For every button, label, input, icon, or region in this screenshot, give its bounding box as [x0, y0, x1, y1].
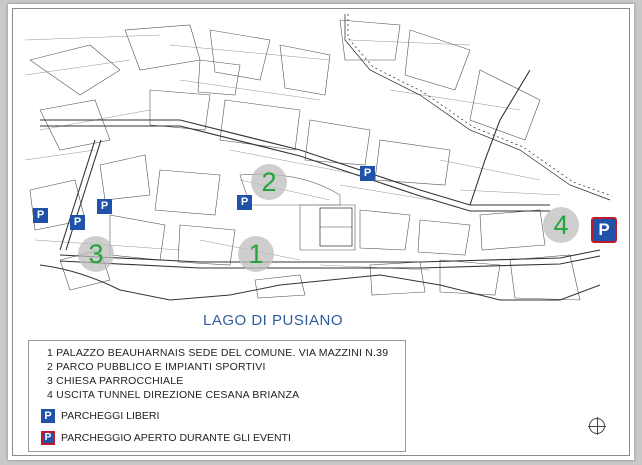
legend-free-parking-label: PARCHEGGI LIBERI [61, 410, 160, 422]
legend-item-4: 4 USCITA TUNNEL DIREZIONE CESANA BRIANZA [47, 389, 300, 401]
parking-sign[interactable]: P [97, 199, 112, 214]
parking-sign[interactable]: P [360, 166, 375, 181]
legend-free-parking [41, 409, 159, 423]
event-parking-sign[interactable]: P [591, 217, 617, 243]
legend-item-3: 3 CHIESA PARROCCHIALE [47, 375, 184, 387]
parking-sign[interactable]: P [237, 195, 252, 210]
location-marker-3[interactable]: 3 [78, 236, 114, 272]
legend-event-parking [41, 431, 291, 445]
legend-event-parking-label: PARCHEGGIO APERTO DURANTE GLI EVENTI [61, 432, 291, 444]
legend-item-1: 1 PALAZZO BEAUHARNAIS SEDE DEL COMUNE. VIA MAZZINI N.39 [47, 347, 389, 359]
parking-sign[interactable]: P [70, 215, 85, 230]
event-parking-icon: P [41, 431, 55, 445]
north-compass-icon [589, 418, 605, 434]
location-marker-2[interactable]: 2 [251, 164, 287, 200]
map-legend [28, 340, 406, 452]
location-marker-4[interactable]: 4 [543, 207, 579, 243]
location-marker-1[interactable]: 1 [238, 236, 274, 272]
lake-label: LAGO DI PUSIANO [203, 312, 344, 329]
parking-icon: P [41, 409, 55, 423]
legend-item-2: 2 PARCO PUBBLICO E IMPIANTI SPORTIVI [47, 361, 266, 373]
parking-sign[interactable]: P [33, 208, 48, 223]
